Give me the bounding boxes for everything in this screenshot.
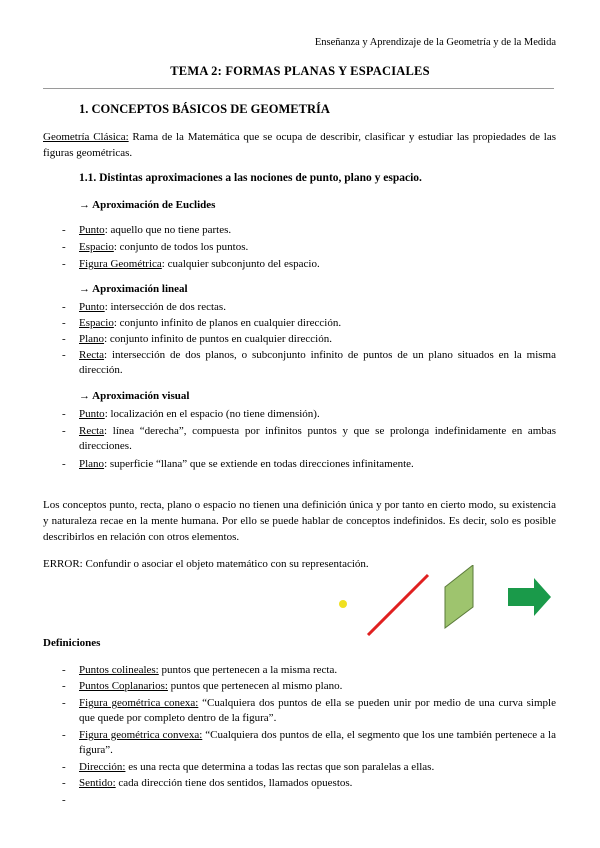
running-header: Enseñanza y Aprendizaje de la Geometría y de la Medida: [314, 37, 556, 48]
list-item: - Recta: línea “derecha”, compuesta por infinitos puntos y que se prolonga indefinidamente en ambas direcciones.: [62, 425, 556, 452]
arrow-icon: →: [79, 283, 90, 295]
arrow-figure: [508, 578, 551, 616]
list-item: - Figura geométrica convexa: “Cualquiera dos puntos de ella, el segmento que los une también pertenece a la figura”.: [62, 729, 556, 756]
point-figure: [339, 600, 347, 608]
representation-figures: [325, 565, 565, 645]
list-item: - Punto: intersección de dos rectas.: [62, 301, 226, 313]
list-item: - Sentido: cada dirección tiene dos sentidos, llamados opuestos.: [62, 777, 353, 789]
geometria-clasica-term: Geometría Clásica:: [43, 131, 129, 143]
list-item: - Espacio: conjunto infinito de planos en cualquier dirección.: [62, 317, 342, 329]
lineal-heading: → Aproximación lineal: [79, 283, 188, 295]
definiciones-heading: Definiciones: [43, 637, 101, 649]
document-page: Enseñanza y Aprendizaje de la Geometría y de la Medida TEMA 2: FORMAS PLANAS Y ESPACIALES 1. CONCEPTOS BÁSICOS DE GEOMETRÍA Geometría Clásica: Rama de la Matemática que se ocupa de describir, clasificar y estudiar las propiedades de las figuras geométricas. 1.1. Distintas aproximaciones a las nociones de punto, plano y espacio. → Aproximación de Euclides - Punto: aquello que no tiene partes. - Espacio: conjunto de todos los puntos. - Figura Geométrica: cualquier subconjunto del espacio. → Aproximación lineal - Punto: intersección de dos rectas. - Espacio: conjunto infinito de planos en cualquier dirección. - Plano: conjunto infinito de puntos en cualquier dirección. - Recta: intersección de dos planos, o subconjunto infinito de puntos de un plano situados en la misma dirección. → Aproximación visual - Punto: localización en el espacio (no tiene dimensión). - Recta: línea “derecha”, compuesta por infinitos puntos y que se prolonga indefinidamente en ambas direcciones. - Plano: superficie “llana” que se extiende en todas direcciones infinitamente. Los conceptos punto, recta, plano o espacio no tienen una definición única y por tanto en cierto modo, su existencia y naturaleza recae en la mente humana. Por ello se puede hablar de conceptos indefinidos. Es decir, solo es posible describirlos en relación con otros elementos. ERROR: Confundir o asociar el objeto matemático con su representación. Definiciones - Puntos colineales: puntos que pertenecen a la misma recta. - Puntos Coplanarios: puntos que pertenecen al mismo plano. - Figura geométrica conexa: “Cualquiera dos puntos de ella se pueden unir por medio de una curva simple que quede por completo dentro de la figura”. - Figura geométrica convexa: “Cualquiera dos puntos de ella, el segmento que los une también pertenece a la figura”. - Dirección: es una recta que determina a todas las rectas que son paralelas a ellas. - Sentido: cada dirección tiene dos sentidos, llamados opuestos. -: [0, 0, 600, 848]
list-item: - Espacio: conjunto de todos los puntos.: [62, 241, 249, 253]
visual-heading: → Aproximación visual: [79, 390, 190, 402]
page-title: TEMA 2: FORMAS PLANAS Y ESPACIALES: [170, 64, 430, 78]
list-item: - Puntos Coplanarios: puntos que pertenecen al mismo plano.: [62, 680, 343, 692]
list-item: - Punto: localización en el espacio (no tiene dimensión).: [62, 408, 320, 420]
plane-figure: [445, 565, 473, 628]
list-item: - Recta: intersección de dos planos, o subconjunto infinito de puntos de un plano situados en la misma dirección.: [62, 349, 556, 376]
list-item: - Plano: conjunto infinito de puntos en cualquier dirección.: [62, 333, 332, 345]
list-item: - Dirección: es una recta que determina a todas las rectas que son paralelas a ellas.: [62, 761, 435, 773]
geometria-clasica-paragraph: [43, 129, 556, 161]
subsection-heading: 1.1. Distintas aproximaciones a las nociones de punto, plano y espacio.: [79, 172, 422, 184]
section-heading: 1. CONCEPTOS BÁSICOS DE GEOMETRÍA: [79, 102, 330, 116]
line-figure: [368, 575, 428, 635]
geometria-clasica-text: Rama de la Matemática que se ocupa de describir, clasificar y estudiar las propiedades de las figuras geométricas.: [43, 131, 556, 159]
arrow-icon: →: [79, 199, 90, 211]
euclides-heading: → Aproximación de Euclides: [79, 199, 216, 211]
list-item: - Plano: superficie “llana” que se extiende en todas direcciones infinitamente.: [62, 458, 414, 470]
list-item: - Puntos colineales: puntos que pertenecen a la misma recta.: [62, 664, 338, 676]
list-item: - Figura Geométrica: cualquier subconjunto del espacio.: [62, 258, 320, 270]
title-rule: [43, 88, 554, 89]
arrow-icon: →: [79, 390, 90, 402]
list-item: - Punto: aquello que no tiene partes.: [62, 224, 232, 236]
error-paragraph: ERROR: Confundir o asociar el objeto matemático con su representación.: [43, 558, 369, 570]
indefinidos-paragraph: Los conceptos punto, recta, plano o espacio no tienen una definición única y por tanto en cierto modo, su existencia y naturaleza recae en la mente humana. Por ello se puede hablar de conceptos indefinidos. Es decir, solo es posible describirlos en relación con otros elementos.: [43, 499, 556, 543]
list-item: - Figura geométrica conexa: “Cualquiera dos puntos de ella se pueden unir por medio de una curva simple que quede por completo dentro de la figura”.: [62, 697, 556, 724]
